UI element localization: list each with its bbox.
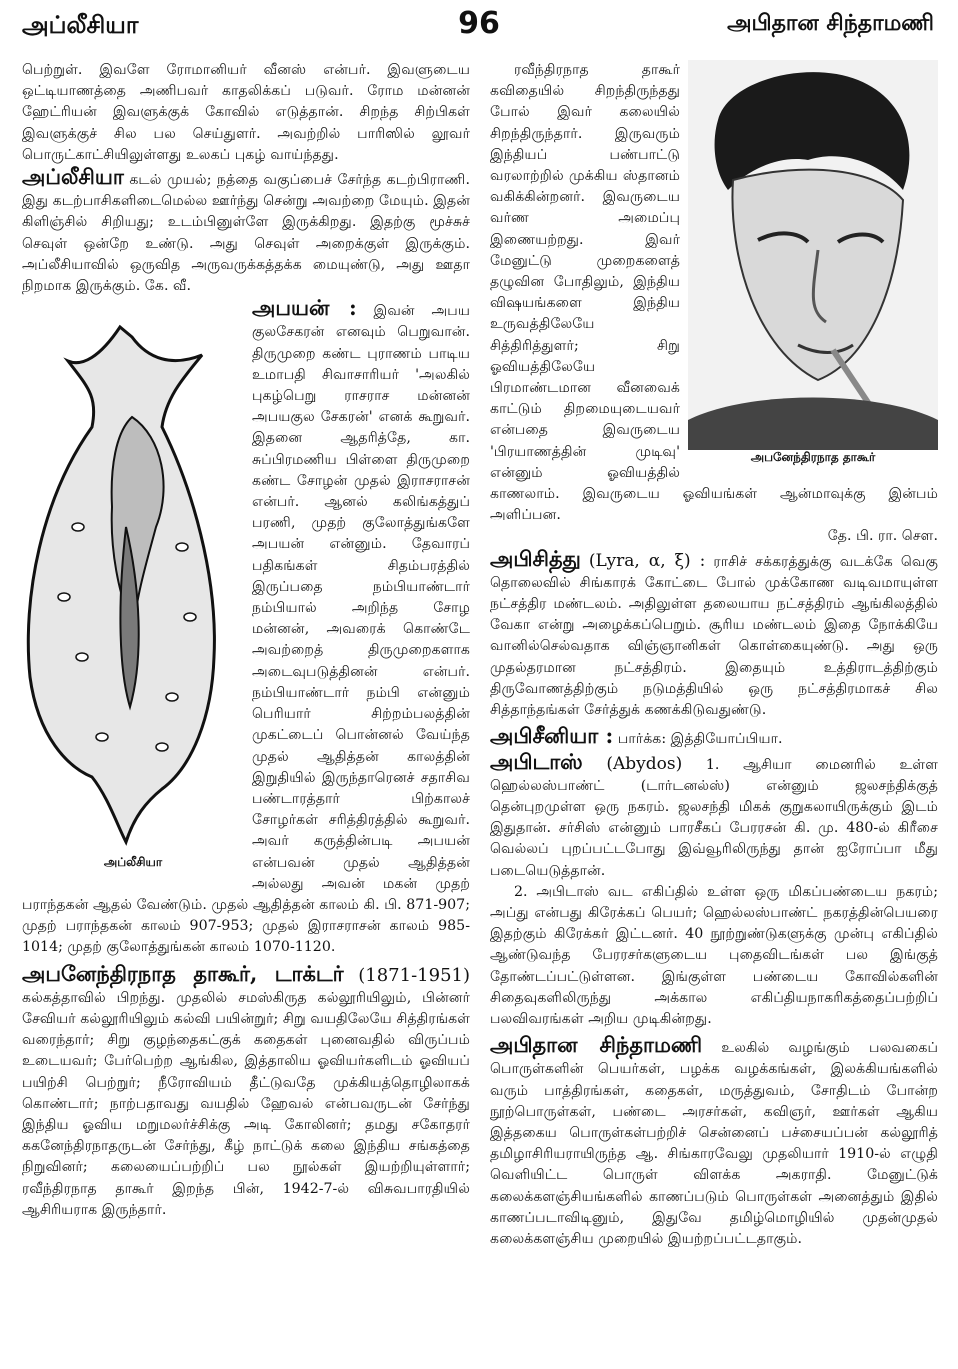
tagore-portrait-image [688,60,938,450]
entry-abydos-headword: அபிடாஸ் [490,748,583,774]
entry-tagore-continued: ரவீந்திரநாத தாகூர் கவிதையில் சிறந்திருந்தது போல் இவர் கலையில் சிறந்திருந்தார். இருவரும் இந்தியப் பண்பாட்டு வரலாற்றில் முக்கிய ஸ்தானம் வகிக்கின்றனர். இவருடைய வர்ண அமைப்பு இணையற்றது. இவர் மேனுட்டு முறைகளைத் தழுவின போதிலும், இந்திய விஷயங்களை இந்திய உருவத்திலேயே சித்திரித்துளர்; சிறு ஓவியத்திலேயே பிரமாண்டமான வீனவைக் காட்டும் திறமையுடையவர் என்பதை இவருடைய 'பிரயாணத்தின் முடிவு' என்னும் ஓவியத்தில் காணலாம். இவருடைய ஓவியங்கள் ஆன்மாவுக்கு இன்பம் அளிப்பன. [490,62,938,524]
entry-aplysia-text: கடல் முயல்; நத்தை வகுப்பைச் சேர்ந்த கடற்பிராணி. இது கடற்பாசிகளிடைமெல்ல ஊர்ந்து சென்று அவற்றை மேயும். இதன் கிளிஞ்சில் சிறியது; உடம்பினுள்ளே இருக்கிறது. இதற்கு மூச்சுச் செவுள் ஒன்றே உண்டு. அது செவுள் அறைக்குள் இருக்கும். அப்லீசியாவில் ஒருவித அருவருக்கத்தக்க மையுண்டு, அது ஊதா நிறமாக இருக்கும். கே. வீ. [22,172,470,295]
entry-tagore-years: (1871-1951) [358,964,470,986]
entry-tagore-signature: தே. பி. ரா. செள. [827,528,938,545]
aplysia-figure [22,297,244,877]
aplysia-illustration [22,297,244,857]
aplysia-figure-caption: அப்லீசியா [103,855,163,870]
entry-tagore-text: கல்கத்தாவில் பிறந்து. முதலில் சமஸ்கிருத கல்லூரியிலும், பின்னர் சேவியர் கல்லூரியிலும் கல்வி பயின்றுர்; சிறு வயதிலேயே சித்திரங்கள் வரைந்தார்; சிறு குழந்தைகட்குக் கதைகள் புனைவதில் விருப்பம் உடையவர்; பேர்பெற்ற ஆங்கில, இத்தாலிய ஓவியர்களிடம் ஓவியப் பயிற்சி பெற்றுர்; நீரோவியம் தீட்டுவதே முக்கியத்தொழிலாகக் கொண்டார்; நாற்பதாவது வயதில் ஹேவல் என்பவருடன் சேர்ந்து இந்திய ஓவிய மறுமலர்ச்சிக்கு அடி கோலினர்; தமது சகோதரர் ககனேந்திரநாதருடன் சேர்ந்து, கீழ் நாட்டுக் கலை இந்திய சங்கத்தை நிறுவினர்; கலையைப்பற்றிப் பல நூல்கள் இயற்றியுள்ளார்; ரவீந்திரநாத தாகூர் இறந்த பின், 1942-7-ல் விசுவபாரதியில் ஆசிரியராக இருந்தார். [22,989,470,1218]
entry-abhidhana-text: உலகில் வழங்கும் பலவகைப் பொருள்களின் பெயர்கள், பழக்க வழக்கங்கள், இலக்கியங்களில் வரும் பாத்திரங்கள், கதைகள், மருத்துவம், சோதிடம் போன்ற நூற்பொருள்கள், பண்டை அரசர்கள், கவிஞர், ஊர்கள் ஆகிய இத்தகைய பொருள்கள்பற்றிச் சென்னைப் பச்சையப்பன் கல்லூரித் தமிழாசிரியராயிருந்த ஆ. சிங்காரவேலு முதலியார் 1910-ல் எழுதி வெளியிட்ட பொருள் விளக்க அகராதி. மேனுட்டுக் கலைக்களஞ்சியங்களில் காணப்படும் பொருள்கள் அனைத்தும் இதில் காணப்படாவிடினும், இதுவே தமிழ்மொழியில் முதன்முதல் கலைக்களஞ்சிய முறையில் இயற்றப்பட்டதாகும். [490,1040,939,1247]
entry-lyra [490,545,938,722]
entry-lyra-text: ராசிச் சக்கரத்துக்கு வடக்கே வெகு தொலைவில் சிங்காரக் கோட்டை போல் முக்கோண வடிவமாயுள்ள நட்சத்திர மண்டலம். அதிலுள்ள தலையாய நட்சத்திரம் ஆங்கிலத்தில் வேகா என்று அழைக்கப்பெறும். சூரிய மண்டலம் இதை நோக்கியே வானில்செல்வதாக விஞ்ஞானிகள் கொள்கையுண்டு. அது ஒரு முதல்தரமான நட்சத்திரம். இதையும் உத்திராடத்திற்கும் திருவோணத்திற்கும் நடுமத்தியில் ஒரு நட்சத்திரமாகச் சில சித்தாந்தங்கள் சேர்த்துக் கணக்கிடுவதுண்டு. [490,553,938,719]
entry-abydos [490,748,939,882]
entry-aplysia-lead [22,166,470,297]
right-column [490,60,938,1250]
entry-abhayan-text: இவன் அபய குலசேகரன் எனவும் பெறுவான். திருமுறை கண்ட புராணம் பாடிய உமாபதி சிவாசாரியர் 'அலகில் புகழ்பெறு ராசராச மன்னன் அபயகுல சேகரன்' எனக் கூறுவர். இதனை ஆதரித்தே, கா. சுப்பிரமணிய பிள்ளை திருமுறை கண்ட சோழன் முதல் இராசராசன் என்பர். ஆனல் கலிங்கத்துப் பரணி, முதற் குலோத்துங்களே அபயன் என்னும். தேவாரப் பதிகங்கள் சிதம்பரத்தில் இருப்பதை நம்பியாண்டார் நம்பியால் அறிந்த சோழ மன்னன், அவரைக் கொண்டே அவற்றைத் திருமுறைகளாக அடைவுபடுத்தினன் என்பர். நம்பியாண்டார் நம்பி என்னும் பெரியார் சிற்றம்பலத்தின் முகட்டைப் பொன்னல் வேய்ந்த முதல் ஆதித்தன் காலத்தின் இறுதியில் இருந்தாரெனச் சதாசிவ பண்டாரத்தார் பிற்காலச் சோழர்கள் சரித்திரத்தில் கூறுவர். அவர் கருத்தின்படி அபயன் என்பவன் முதல் ஆதித்தன் அல்லது அவன் மகன் முதற் பராந்தகன் ஆதல் வேண்டும். முதல் ஆதித்தன் காலம் கி. பி. 871-907; முதற் பராந்தகன் காலம் 907-953; முதல் இராசராசன் காலம் 985-1014; முதற் குலோத்துங்கன் காலம் 1070-1120. [22,303,470,956]
entry-lyra-greek: (Lyra, α, ξ) : [588,550,706,571]
tagore-photo-caption: அபனேந்திரநாத தாகூர் [750,449,876,464]
entry-abyssinia [490,725,938,750]
entry-abhidhana [490,1034,938,1250]
entry-abyssinia-headword: அபிசீனியா : [490,723,614,749]
entry-abyssinia-text: பார்க்க: இத்தியோப்பியா. [617,731,783,748]
left-column [22,60,470,1221]
entry-abydos-latin: (Abydos) [606,753,683,774]
page-header [0,0,958,52]
intro-paragraph: பெற்றுள். இவளே ரோமானியர் வீனஸ் என்பர். இவளுடைய ஒட்டியாணத்தை அணிபவர் காதலிக்கப் படுவர். ரோம மன்னன் ஹேட்ரியன் இவளுக்குக் கோவில் எடுத்தான். சிறந்த சிற்பிகள் இவளுக்குச் சில பல செய்துளர். அவற்றில் பாரிஸில் லூவர் பொருட்காட்சியிலுள்ளது உலகப் புகழ் வாய்ந்தது. [22,62,470,163]
tagore-photo [688,60,938,472]
entry-lyra-headword: அபிசித்து [490,545,581,571]
running-head-right: அபிதான சிந்தாமணி [727,10,934,36]
entry-abhidhana-headword: அபிதான சிந்தாமணி [490,1032,703,1058]
entry-tagore-headword: அபனேந்திரநாத தாகூர், டாக்டர் [22,960,344,986]
entry-abydos-text-1: 1. ஆசியா மைனரில் உள்ள ஹெல்லஸ்பாண்ட் (டார்டனல்ஸ்) என்னும் ஜலசந்திக்குத் தென்புறமுள்ள ஒரு நகரம். ஜலசந்தி மிகக் குறுகலாயிருக்கும் இடம் இதுதான். சர்சிஸ் என்னும் பாரசீகப் பேரரசன் கி. மு. 480-ல் கிரீசை வெல்லப் புறப்பட்டபோது இவ்வூரிலிருந்து தான் ஐரோப்பா மீது படையெடுத்தான். [490,756,939,879]
entry-abhayan-headword: அபயன் : [252,295,357,321]
entry-aplysia-headword: அப்லீசியா [22,164,124,190]
entry-tagore [22,960,470,1221]
running-head-left: அப்லீசியா [22,10,139,39]
entry-abydos-text-2: 2. அபிடாஸ் வட எகிப்தில் உள்ள ஒரு மிகப்பண்டைய நகரம்; அப்து என்பது கிரேக்கப் பெயர்; ஹெல்லஸ்பாண்ட் நகரத்தின்பெயரை இதற்கும் கிரேக்கர் இட்டனர். 40 நூற்றுண்டுகளுக்கு முன்பு எகிப்தில் ஆண்டுவந்த பேரரசர்களுடைய புதைவிடங்கள் பல இங்குத் தோண்டப்பட்டுள்ளன. இங்குள்ள பண்டைய கோவில்களின் சிதைவுகளிலிருந்து அக்கால எகிப்தியநாகரிகத்தைப்பற்றிப் பலவிவரங்கள் அறிய முடிகின்றது. [490,883,938,1027]
page-number: 96 [458,6,500,41]
